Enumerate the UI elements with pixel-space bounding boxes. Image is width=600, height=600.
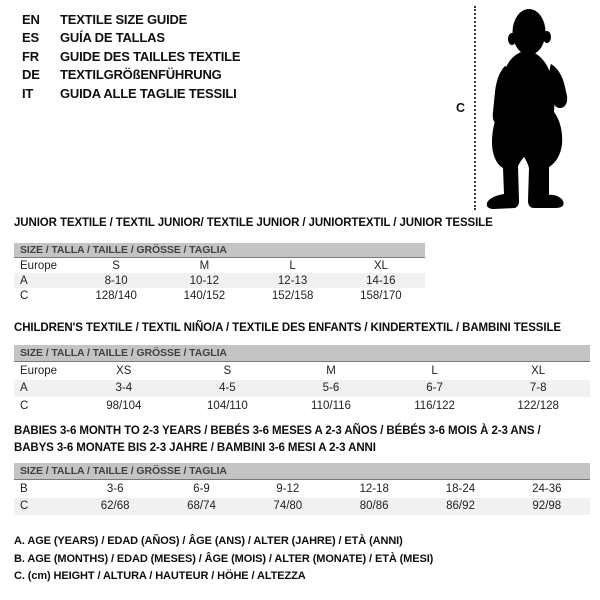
table-row [14,380,590,398]
cell: 14-16 [366,274,396,287]
cell: 104/110 [207,399,248,412]
junior-table-title: JUNIOR TEXTILE / TEXTIL JUNIOR/ TEXTILE JUNIOR / JUNIORTEXTIL / JUNIOR TESSILE [14,217,493,229]
size-header-bar: SIZE / TALLA / TAILLE / GRÖSSE / TAGLIA [14,243,425,258]
footnote-a: A. AGE (YEARS) / EDAD (AÑOS) / ÂGE (ANS) / ALTER (JAHRE) / ETÀ (ANNI) [14,535,403,547]
cell: 140/152 [183,289,226,302]
row-label: C [20,289,29,302]
cell: 3-6 [106,482,124,495]
cell: XL [373,259,388,272]
lang-row-es [22,29,240,47]
lang-row-fr [22,48,240,66]
row-label: B [20,482,28,495]
cell: M [326,364,336,377]
cell: 18-24 [445,482,476,495]
height-marker-label: C [456,101,466,115]
cell: 4-5 [219,382,236,395]
cell: 92/98 [532,500,562,513]
cell: 74/80 [273,500,303,513]
babies-title-line1: BABIES 3-6 MONTH TO 2-3 YEARS / BEBÉS 3-6 MESES A 2-3 AÑOS / BÉBÉS 3-6 MOIS À 2-3 ANS / [14,425,541,437]
cell: L [431,364,438,377]
babies-table-title [14,423,541,457]
cell: M [199,259,210,272]
cell: 116/122 [414,399,455,412]
language-list [22,11,240,103]
lang-label: TEXTILGRÖßENFÜHRUNG [60,67,222,83]
cell: S [112,259,120,272]
cell: 86/92 [446,500,475,513]
size-header-bar: SIZE / TALLA / TAILLE / GRÖSSE / TAGLIA [14,345,590,362]
children-table-title: CHILDREN'S TEXTILE / TEXTIL NIÑO/A / TEXTILE DES ENFANTS / KINDERTEXTIL / BAMBINI TESSILE [14,322,561,334]
lang-row-it [22,85,240,103]
cell: 6-7 [426,382,443,395]
row-label: Europe [20,364,58,377]
lang-code: ES [22,30,39,46]
cell: 128/140 [95,289,137,302]
cell: 10-12 [189,274,220,287]
cell: 24-36 [532,482,562,495]
cell: 3-4 [115,382,133,395]
row-label: C [20,399,29,412]
cell: 68/74 [187,500,216,513]
row-label: Europe [20,259,58,272]
table-row [14,498,590,516]
cell: 152/158 [271,289,314,302]
table-row [14,273,425,288]
lang-row-de [22,66,240,84]
row-label: C [20,500,29,513]
babies-table [14,463,590,515]
lang-label: GUÍA DE TALLAS [60,30,165,46]
child-silhouette [481,4,573,211]
table-row [14,258,425,273]
row-label: A [20,382,28,395]
cell: 5-6 [322,382,340,395]
row-label: A [20,274,28,287]
cell: 7-8 [529,382,547,395]
lang-code: DE [22,67,40,83]
lang-label: GUIDA ALLE TAGLIE TESSILI [60,85,237,101]
cell: 62/68 [100,500,130,513]
size-header-bar: SIZE / TALLA / TAILLE / GRÖSSE / TAGLIA [14,463,590,480]
cell: 8-10 [104,274,128,287]
cell: 6-9 [193,482,210,495]
cell: L [289,259,296,272]
table-row [14,397,590,415]
height-dotted-line [474,6,476,210]
table-row [14,480,590,498]
children-table [14,345,590,415]
lang-code: FR [22,48,39,64]
lang-label: GUIDE DES TAILLES TEXTILE [60,48,241,64]
junior-table [14,243,425,303]
footnote-b: B. AGE (MONTHS) / EDAD (MESES) / ÂGE (MOIS) / ALTER (MONATE) / ETÀ (MESI) [14,552,434,565]
footnotes [14,533,433,586]
cell: 80/86 [359,500,389,513]
footnote-c: C. (cm) HEIGHT / ALTURA / HAUTEUR / HÖHE / ALTEZZA [14,570,306,582]
cell: 9-12 [276,482,300,495]
cell: 122/128 [517,399,559,412]
lang-row-en [22,11,240,29]
babies-title-line2: BABYS 3-6 MONATE BIS 2-3 JAHRE / BAMBINI 3-6 MESI A 2-3 ANNI [14,442,376,454]
cell: S [223,364,232,377]
table-row [14,288,425,303]
cell: XS [116,364,132,377]
cell: 110/116 [311,399,351,412]
cell: 12-13 [277,274,308,287]
lang-code: EN [22,12,40,27]
cell: 158/170 [360,289,402,302]
lang-code: IT [22,85,34,101]
cell: XL [531,364,546,377]
table-row [14,362,590,380]
cell: 12-18 [359,482,389,495]
lang-label: TEXTILE SIZE GUIDE [60,12,188,27]
cell: 98/104 [106,399,142,412]
